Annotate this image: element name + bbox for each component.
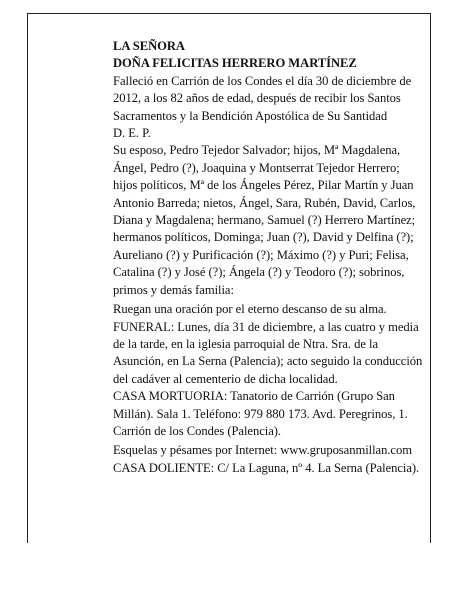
deceased-name: DOÑA FELICITAS HERRERO MARTÍNEZ [113,56,357,71]
prayer-line: Ruegan una oración por el eterno descanso de su alma. [113,302,387,317]
death-paragraph: Falleció en Carrión de los Condes el día 30 de diciembre de 2012, a los 82 años de edad, después de recibir los Santos Sacramentos y la Bendición Apostólica de Su Santidad [113,73,412,123]
mortuary-paragraph: CASA MORTUORIA: Tanatorio de Carrión (Grupo San Millán). Sala 1. Teléfono: 979 880 173. Avd. Peregrinos, 1. Carrión de los Condes (Palencia). [113,389,408,438]
funeral-paragraph: FUNERAL: Lunes, día 31 de diciembre, a las cuatro y media de la tarde, en la iglesia parroquial de Ntra. Sra. de la Asunción, en La Serna (Palencia); acto seguido la conducción del cadáver al cementerio de dicha localidad. [113,319,423,386]
mourning-house-paragraph: CASA DOLIENTE: C/ La Laguna, nº 4. La Serna (Palencia). [113,460,420,475]
heading-title: LA SEÑORA [113,39,185,53]
internet-paragraph: Esquelas y pésames por Internet: www.gruposanmillan.com [113,443,412,458]
obituary-notice [113,38,423,477]
rip-line: D. E. P. [113,126,151,141]
family-paragraph: Su esposo, Pedro Tejedor Salvador; hijos, Mª Magdalena, Ángel, Pedro (?), Joaquina y Montserrat Tejedor Herrero; hijos políticos, Mª de los Ángeles Pérez, Pilar Martín y Juan Antonio Barreda; nietos, Ángel, Sara, Rubén, David, Carlos, Diana y Magdalena; hermano, Samuel (?) Herrero Martínez; hermanos políticos, Dominga; Juan (?), David y Delfina (?); Aureliano (?) y Purificación (?); Máximo (?) y Puri; Felisa, Catalina (?) y José (?); Ángela (?) y Teodoro (?); sobrinos, primos y demás familia: [113,143,416,297]
